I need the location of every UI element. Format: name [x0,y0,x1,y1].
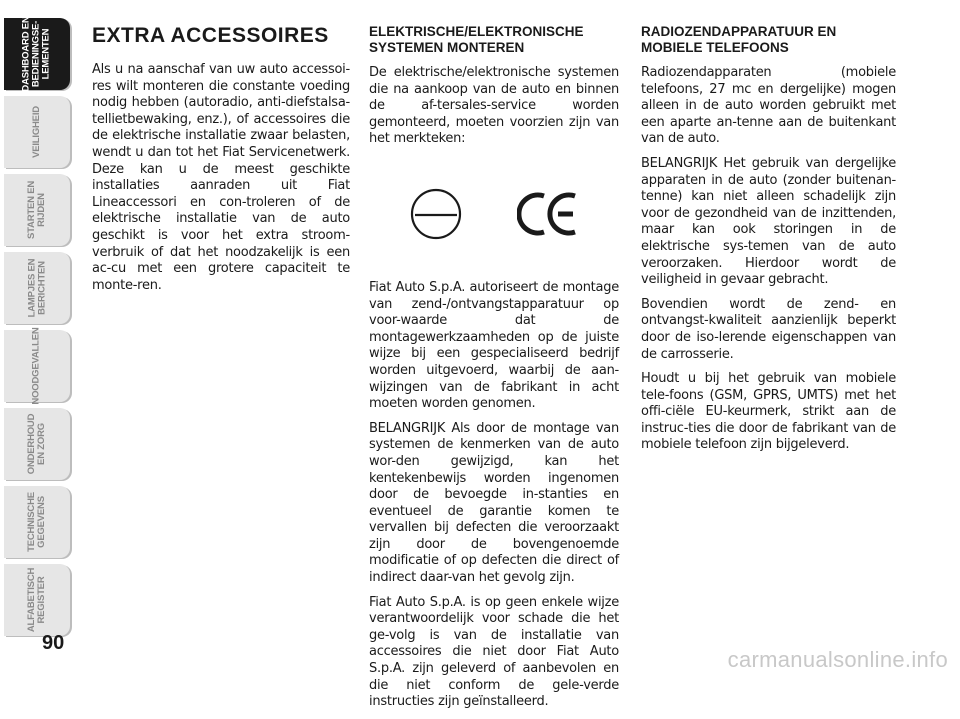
tab-lampjes-en-berichten[interactable] [4,252,70,324]
ce-mark-icon [517,190,581,238]
tab-label: TECHNISCHE GEGEVENS [25,492,47,552]
paragraph: Radiozendapparaten (mobiele telefoons, 27 mc en dergelijke) mogen alleen in de auto worden gebruikt met een aparte an-tenne aan de buitenkant van de auto. [641,65,896,147]
tab-technische-gegevens[interactable] [4,486,70,558]
column-elektrische-systemen [369,24,619,719]
tab-label: ONDERHOUD EN ZORG [25,413,47,475]
tab-onderhoud-en-zorg[interactable] [4,408,70,480]
column-extra-accessoires [92,24,350,302]
tab-label: VEILIGHEID [31,106,42,158]
page-number: 90 [42,632,65,654]
paragraph: Als u na aanschaf van uw auto accessoi-res wilt monteren die constante voeding nodig hebben (autoradio, anti-diefstalsa-tellietbewaking, enz.), of accessoires die de elektrische installatie zwaar belasten, wendt u dan tot het Fiat Servicenetwerk. Deze kan u de meest geschikte installaties aanraden uit Fiat Lineaccessori en con-troleren of de elektrische installatie van de auto geschikt is voor het extra stroom-verbruik of dat het noodzakelijk is een ac-cu met een grotere capaciteit te monte-ren. [92,62,350,293]
paragraph: Fiat Auto S.p.A. is op geen enkele wijze verantwoordelijk voor schade die het ge-volg is van de installatie van accessoires die niet door Fiat Auto S.p.A. zijn geleverd of aanbevolen en die niet conform de gele-verde instructies zijn geïnstalleerd. [369,594,619,710]
paragraph: Bovendien wordt de zend- en ontvangst-kwaliteit aanzienlijk beperkt door de iso-lerende eigenschappen van de carrosserie. [641,296,896,362]
paragraph: Houdt u bij het gebruik van mobiele tele-foons (GSM, GPRS, UMTS) met het offi-ciële EU-keurmerk, strikt aan de instruc-ties die door de fabrikant van de mobiele telefoon zijn bijgeleverd. [641,371,896,453]
paragraph: Fiat Auto S.p.A. autoriseert de montage van zend-/ontvangstapparatuur op voor-waarde dat de montagewerkzaamheden op de juiste wijze bij een gespecialiseerd bedrijf worden uitgevoerd, waarbij de aan-wijzingen van de fabrikant in acht moeten worden genomen. [369,279,619,412]
column-radiozendapparatuur [641,24,896,462]
e-mark-icon [408,186,464,242]
tab-noodgevallen[interactable] [4,327,70,405]
section-heading: RADIOZENDAPPARATUUR EN MOBIELE TELEFOONS [641,24,837,55]
page-title: EXTRA ACCESSOIRES [92,24,329,47]
tab-label: DASHBOARD EN BEDIENINGSE- LEMENTEN [21,16,52,92]
tab-alfabetisch-register[interactable] [4,564,70,636]
paragraph: BELANGRIJK Als door de montage van systemen de kenmerken van de auto wor-den gewijzigd, kan het kentekenbewijs worden ingenomen door de bevoegde in-stanties en eventueel de garantie komen te vervallen bij defecten die veroorzaakt zijn door de bovengenoemde modificatie of op defecten die direct of indirect daar-van het gevolg zijn. [369,420,619,586]
tab-dashboard[interactable] [4,18,70,90]
approval-marks [369,170,619,258]
tab-label: ALFABETISCH REGISTER [26,567,47,633]
tab-label: NOODGEVALLEN [31,327,42,405]
tab-veiligheid[interactable] [4,96,70,168]
paragraph: De elektrische/elektronische systemen die na aankoop van de auto en binnen de af-tersales-service worden gemonteerd, moeten voorzien zijn van het merkteken: [369,65,619,147]
tab-label: LAMPJES EN BERICHTEN [26,258,47,318]
tab-starten-en-rijden[interactable] [4,174,70,246]
watermark: carmanualsonline.info [727,647,948,672]
tab-label: STARTEN EN RIJDEN [26,181,47,239]
paragraph: BELANGRIJK Het gebruik van dergelijke apparaten in de auto (zonder buitenan-tenne) kan niet alleen schadelijk zijn voor de gezondheid van de inzittenden, maar kan ook storingen in de elektrische sys-temen van de auto veroorzaken. Hierdoor wordt de veiligheid in gevaar gebracht. [641,155,896,288]
section-heading: ELEKTRISCHE/ELEKTRONISCHE SYSTEMEN MONTEREN [369,24,584,55]
